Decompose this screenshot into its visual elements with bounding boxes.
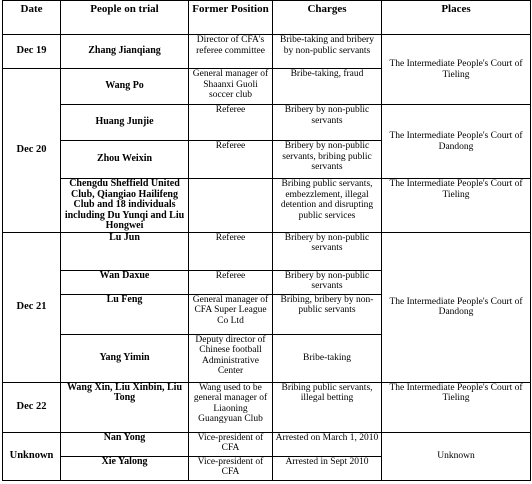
place-cell: The Intermediate People's Court of Tieling [382, 179, 531, 233]
header-people: People on trial [61, 1, 189, 35]
place-cell: The Intermediate People's Court of Dandong [382, 232, 531, 382]
date-cell: Dec 22 [3, 382, 61, 432]
header-position: Former Position [189, 1, 273, 35]
date-cell: Dec 20 [3, 69, 61, 233]
people-cell: Lu Jun [61, 232, 189, 270]
date-cell: Unknown [3, 432, 61, 480]
charges-cell: Arrested on March 1, 2010 [273, 432, 382, 456]
trials-table [2, 0, 531, 481]
people-cell: Nan Yong [61, 432, 189, 456]
date-cell: Dec 19 [3, 35, 61, 69]
header-date: Date [3, 1, 61, 35]
people-cell: Zhang Jianqiang [61, 35, 189, 69]
table-row [3, 382, 531, 432]
position-cell: Vice-president of CFA [189, 432, 273, 456]
position-cell: Director of CFA's referee committee [189, 35, 273, 69]
position-cell [189, 179, 273, 233]
charges-cell: Bribe-taking [273, 334, 382, 382]
place-cell: The Intermediate People's Court of Tieling [382, 382, 531, 432]
date-cell: Dec 21 [3, 232, 61, 382]
table-row [3, 179, 531, 233]
position-cell: Wang used to be general manager of Liaoning Guangyuan Club [189, 382, 273, 432]
place-cell: The Intermediate People's Court of Dandong [382, 105, 531, 179]
charges-cell: Arrested in Sept 2010 [273, 456, 382, 480]
charges-cell: Bribery by non-public servants [273, 105, 382, 141]
position-cell: General manager of Shaanxi Guoli soccer club [189, 69, 273, 105]
people-cell: Yang Yimin [61, 334, 189, 382]
people-cell: Wan Daxue [61, 270, 189, 294]
table-row [3, 432, 531, 456]
charges-cell: Bribery by non-public servants [273, 270, 382, 294]
position-cell: Referee [189, 105, 273, 141]
people-cell: Wang Po [61, 69, 189, 105]
header-row [3, 1, 531, 35]
header-places: Places [382, 1, 531, 35]
people-cell: Huang Junjie [61, 105, 189, 141]
place-cell: The Intermediate People's Court of Tieling [382, 35, 531, 105]
table-row [3, 232, 531, 270]
people-cell: Xie Yalong [61, 456, 189, 480]
position-cell: General manager of CFA Super League Co Ltd [189, 294, 273, 334]
position-cell: Vice-president of CFA [189, 456, 273, 480]
charges-cell: Bribing, bribery by non-public servants [273, 294, 382, 334]
people-cell: Chengdu Sheffield United Club, Qiangiao Hailifeng Club and 18 individuals including Du Yunqi and Liu Hongwei [61, 179, 189, 233]
position-cell: Deputy director of Chinese football Administrative Center [189, 334, 273, 382]
people-cell: Zhou Weixin [61, 141, 189, 179]
people-cell: Wang Xin, Liu Xinbin, Liu Tong [61, 382, 189, 432]
charges-cell: Bribe-taking and bribery by non-public servants [273, 35, 382, 69]
place-cell: Unknown [382, 432, 531, 480]
header-charges: Charges [273, 1, 382, 35]
position-cell: Referee [189, 141, 273, 179]
table-row [3, 105, 531, 141]
charges-cell: Bribery by non-public servants, bribing public servants [273, 141, 382, 179]
people-cell: Lu Feng [61, 294, 189, 334]
table-row [3, 35, 531, 69]
position-cell: Referee [189, 270, 273, 294]
charges-cell: Bribe-taking, fraud [273, 69, 382, 105]
charges-cell: Bribing public servants, embezzlement, illegal detention and disrupting public services [273, 179, 382, 233]
charges-cell: Bribing public servants, illegal betting [273, 382, 382, 432]
position-cell: Referee [189, 232, 273, 270]
charges-cell: Bribery by non-public servants [273, 232, 382, 270]
